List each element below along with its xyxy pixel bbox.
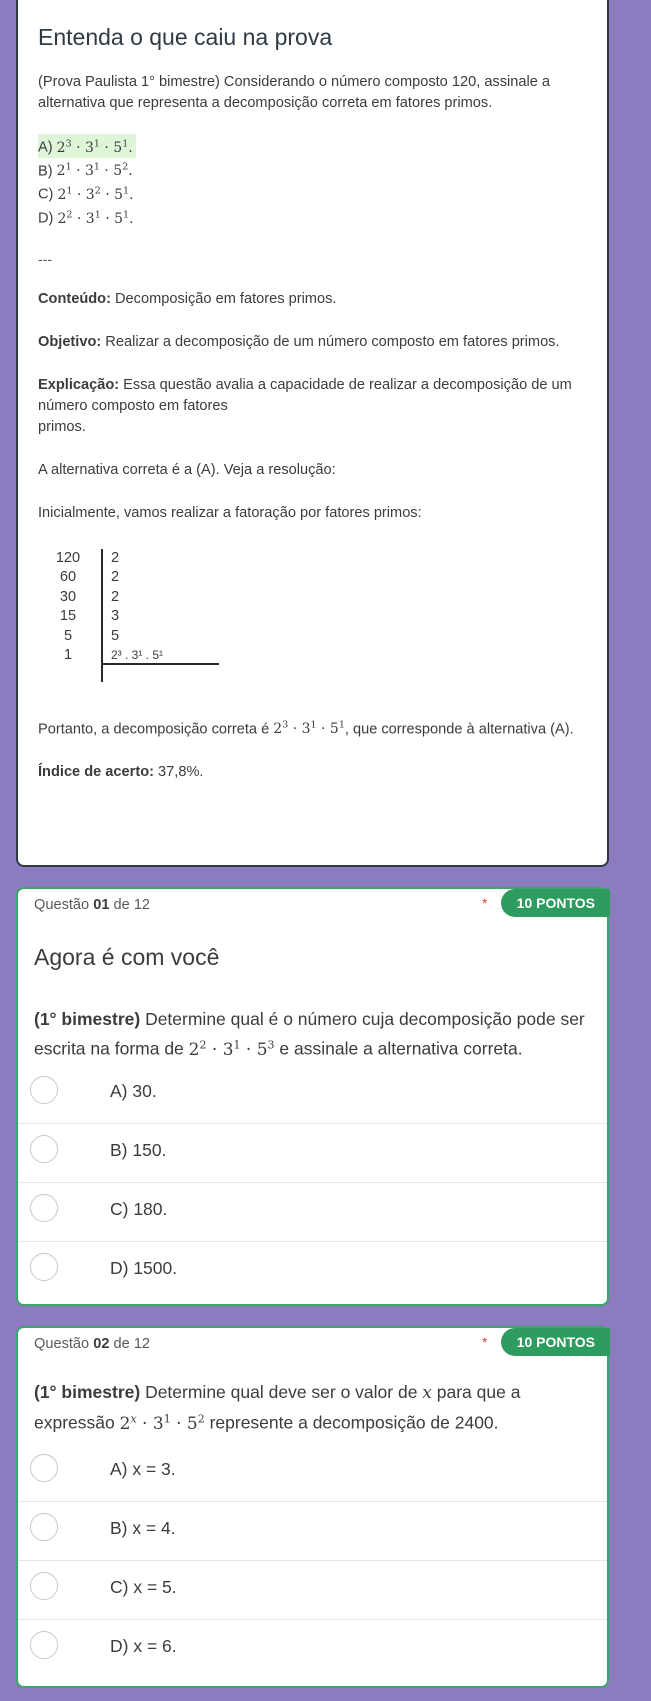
- option-b[interactable]: [18, 1502, 607, 1561]
- option-label: B) x = 4.: [110, 1518, 176, 1538]
- option-a[interactable]: [18, 1065, 607, 1124]
- intro-line: Inicialmente, vamos realizar a fatoração por fatores primos:: [38, 504, 422, 521]
- explanation-line: Explicação: Essa questão avalia a capacidade de realizar a decomposição de um número composto em fatores primos.: [38, 376, 572, 435]
- required-mark: *: [482, 1334, 488, 1350]
- radio-button[interactable]: [30, 1253, 58, 1281]
- question-counter: Questão 01 de 12: [34, 897, 151, 913]
- option-b[interactable]: [18, 1124, 607, 1183]
- question-source: (Prova Paulista 1° bimestre): [38, 74, 220, 90]
- question-text: Considerando o número composto 120, assinale a alternativa que representa a decomposição correta em fatores primos.: [38, 74, 551, 111]
- option-d[interactable]: [18, 1620, 607, 1679]
- alternative-c: C) $2^1 \cdot 3^2 \cdot 5^1$.: [38, 185, 134, 203]
- option-a[interactable]: [18, 1443, 607, 1502]
- radio-button[interactable]: [30, 1631, 58, 1659]
- radio-button[interactable]: [30, 1572, 58, 1600]
- success-index: Índice de acerto: 37,8%.: [38, 764, 204, 781]
- factor-result: 2³ . 3¹ . 5¹: [111, 648, 164, 663]
- points-badge: 10 PONTOS: [501, 1328, 610, 1356]
- radio-button[interactable]: [30, 1454, 58, 1482]
- required-mark: *: [482, 895, 488, 911]
- question-heading: Agora é com você: [34, 944, 220, 970]
- answer-line: A alternativa correta é a (A). Veja a resolução:: [38, 461, 336, 478]
- options-list: [18, 1443, 607, 1679]
- option-label: C) x = 5.: [110, 1577, 177, 1597]
- points-badge: 10 PONTOS: [501, 889, 610, 917]
- alternative-a: A) $2^3 \cdot 3^1 \cdot 5^1$.: [38, 134, 587, 158]
- radio-button[interactable]: [30, 1513, 58, 1541]
- option-label: B) 150.: [110, 1140, 167, 1160]
- factor-divisors: 2 2 2 3 5 2³ . 3¹ . 5¹: [111, 549, 163, 666]
- explanation-title: Entenda o que caiu na prova: [38, 24, 333, 50]
- alternatives-list: [38, 134, 587, 229]
- exam-question: [38, 72, 587, 114]
- option-label: A) 30.: [110, 1081, 157, 1101]
- options-list: [18, 1065, 607, 1301]
- conclusion-line: Portanto, a decomposição correta é $2^3 \cdot 3^1 \cdot 5^1$, que corresponde à alternativa (A).: [38, 719, 574, 738]
- explanation-card: [16, 0, 609, 867]
- separator: ---: [38, 250, 52, 267]
- option-c[interactable]: [18, 1183, 607, 1242]
- factor-numbers: 120 60 30 15 5 1: [55, 549, 81, 664]
- option-d[interactable]: [18, 1242, 607, 1301]
- option-label: D) 1500.: [110, 1258, 178, 1278]
- question-card-1: [16, 887, 609, 1306]
- option-label: A) x = 3.: [110, 1459, 176, 1479]
- question-stem: (1° bimestre) Determine qual deve ser o valor de x para que a expressão $2^x \cdot 3^1 \cdot 5^2$ represente a decomposição de 2400.: [34, 1382, 521, 1434]
- prime-factorization-table: [38, 549, 218, 695]
- option-c[interactable]: [18, 1561, 607, 1620]
- alternative-b: B) $2^1 \cdot 3^1 \cdot 5^2$.: [38, 161, 133, 180]
- radio-button[interactable]: [30, 1194, 58, 1222]
- radio-button[interactable]: [30, 1076, 58, 1104]
- question-stem: (1° bimestre) Determine qual é o número cuja decomposição pode ser escrita na forma de $2^2 \cdot 3^1 \cdot 5^3$ e assinale a alternativa correta.: [34, 1009, 585, 1060]
- question-counter: Questão 02 de 12: [34, 1336, 151, 1352]
- objective-line: Objetivo: Realizar a decomposição de um número composto em fatores primos.: [38, 333, 560, 350]
- radio-button[interactable]: [30, 1135, 58, 1163]
- option-label: C) 180.: [110, 1199, 168, 1219]
- option-label: D) x = 6.: [110, 1636, 177, 1656]
- question-card-2: [16, 1326, 609, 1688]
- content-line: Conteúdo: Decomposição em fatores primos.: [38, 290, 337, 307]
- alternative-d: D) $2^2 \cdot 3^1 \cdot 5^1$.: [38, 208, 134, 227]
